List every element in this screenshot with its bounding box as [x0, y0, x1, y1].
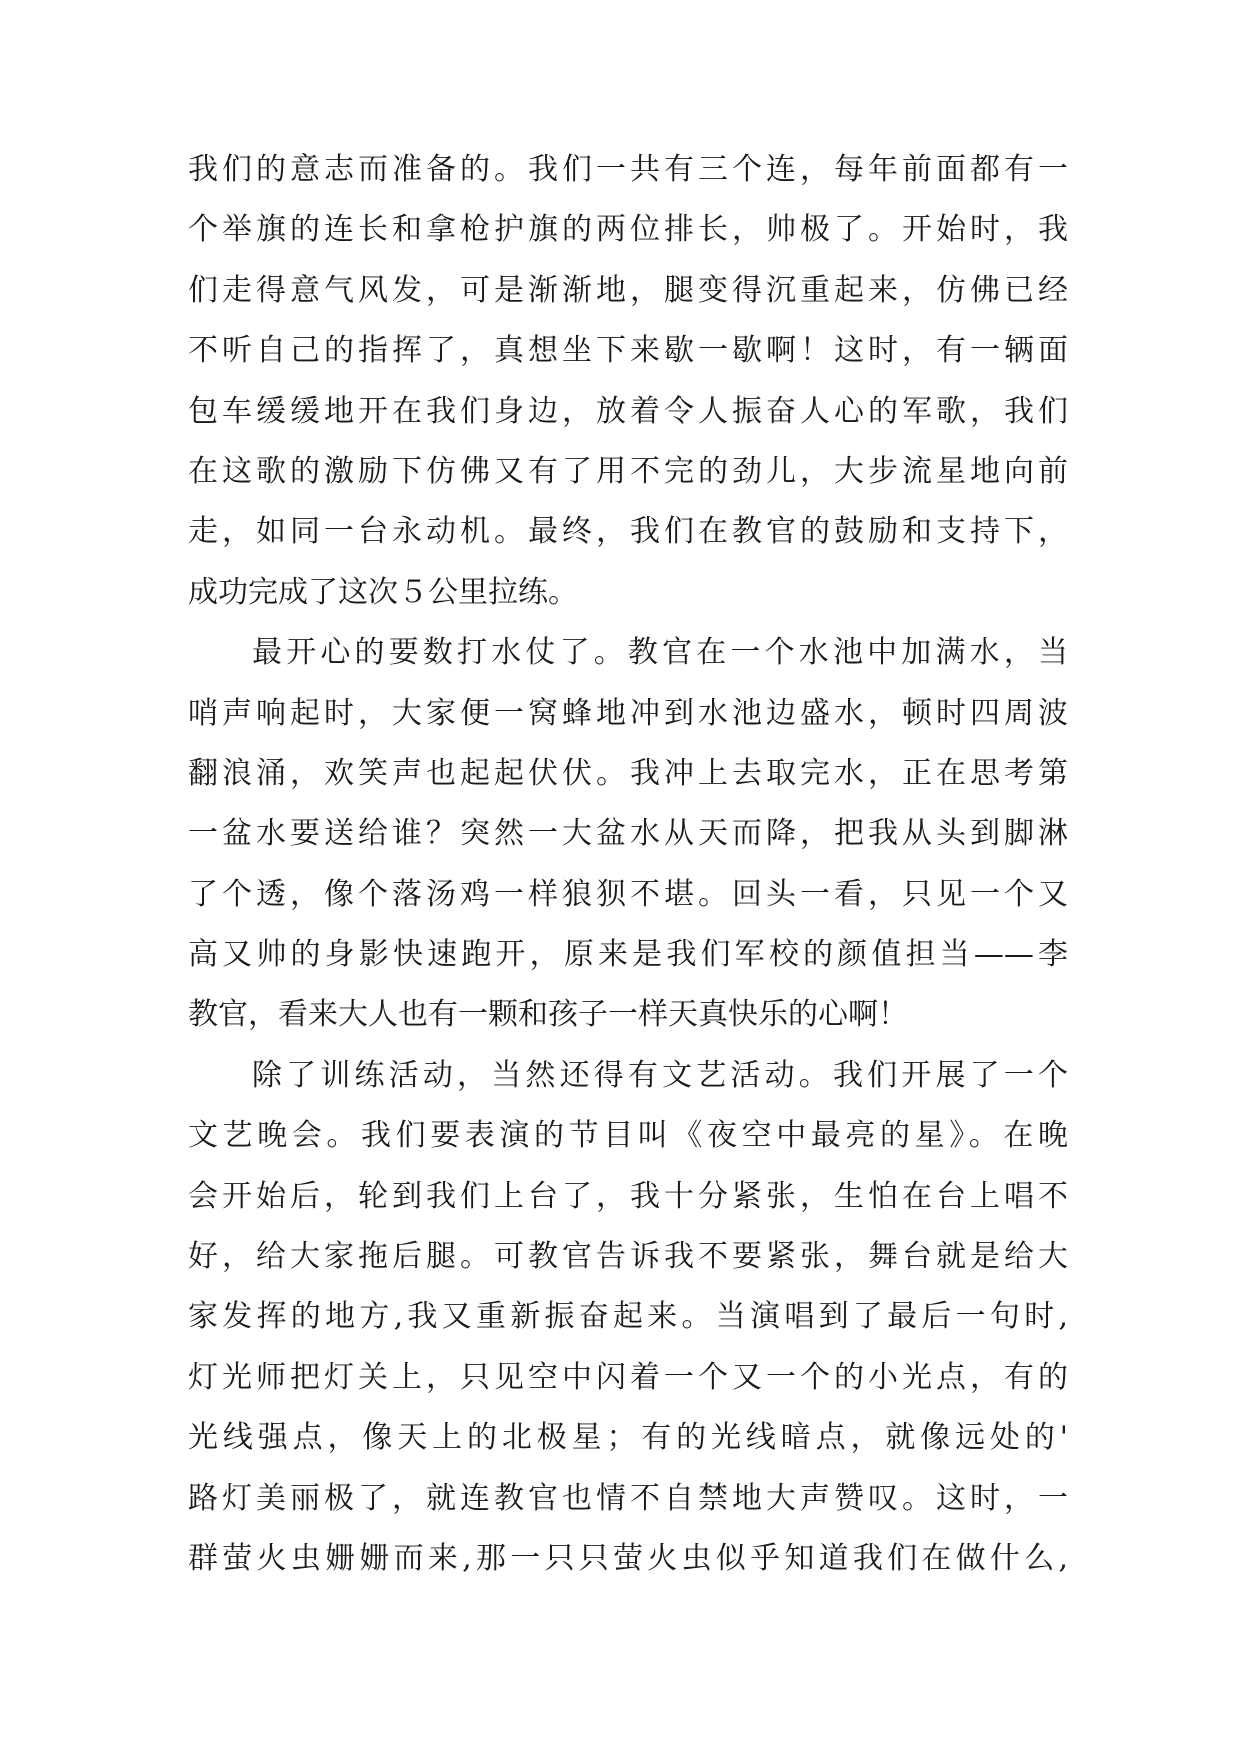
- text-line: 包车缓缓地开在我们身边，放着令人振奋人心的军歌，我们: [188, 393, 1068, 429]
- text-line: 个举旗的连长和拿枪护旗的两位排长，帅极了。开始时，我: [188, 212, 1068, 248]
- text-line: 会开始后，轮到我们上台了，我十分紧张，生怕在台上唱不: [188, 1178, 1068, 1214]
- text-line: 哨声响起时，大家便一窝蜂地冲到水池边盛水，顿时四周波: [188, 695, 1068, 731]
- text-line: 文艺晚会。我们要表演的节目叫《夜空中最亮的星》。在晚: [188, 1118, 1068, 1154]
- text-line: 高又帅的身影快速跑开，原来是我们军校的颜值担当——李: [188, 937, 1068, 973]
- text-line: 不听自己的指挥了，真想坐下来歇一歇啊！这时，有一辆面: [188, 333, 1068, 369]
- text-line: 教官，看来大人也有一颗和孩子一样天真快乐的心啊！: [188, 997, 908, 1033]
- text-line: 好，给大家拖后腿。可教官告诉我不要紧张，舞台就是给大: [188, 1239, 1068, 1275]
- text-line: 走，如同一台永动机。最终，我们在教官的鼓励和支持下，: [188, 514, 1068, 550]
- text-line: 家发挥的地方,我又重新振奋起来。当演唱到了最后一句时,: [188, 1299, 1068, 1335]
- text-line: 成功完成了这次５公里拉练。: [188, 574, 578, 610]
- text-line: 路灯美丽极了，就连教官也情不自禁地大声赞叹。这时，一: [188, 1480, 1068, 1516]
- text-line: 我们的意志而准备的。我们一共有三个连，每年前面都有一: [188, 152, 1068, 187]
- text-line: 灯光师把灯关上，只见空中闪着一个又一个的小光点，有的: [188, 1359, 1068, 1395]
- body-text: [188, 140, 1068, 1589]
- text-line: 一盆水要送给谁？突然一大盆水从天而降，把我从头到脚淋: [188, 816, 1068, 852]
- paragraph-first-line: 除了训练活动，当然还得有文艺活动。我们开展了一个: [252, 1057, 1068, 1093]
- text-line: 群萤火虫姗姗而来,那一只只萤火虫似乎知道我们在做什么,: [188, 1540, 1068, 1576]
- paragraph-first-line: 最开心的要数打水仗了。教官在一个水池中加满水，当: [252, 635, 1068, 671]
- text-line: 翻浪涌，欢笑声也起起伏伏。我冲上去取完水，正在思考第: [188, 755, 1068, 791]
- text-line: 光线强点，像天上的北极星；有的光线暗点，就像远处的': [188, 1420, 1068, 1456]
- text-line: 们走得意气风发，可是渐渐地，腿变得沉重起来，仿佛已经: [188, 272, 1068, 308]
- text-line: 了个透，像个落汤鸡一样狼狈不堪。回头一看，只见一个又: [188, 876, 1068, 912]
- text-line: 在这歌的激励下仿佛又有了用不完的劲儿，大步流星地向前: [188, 453, 1068, 489]
